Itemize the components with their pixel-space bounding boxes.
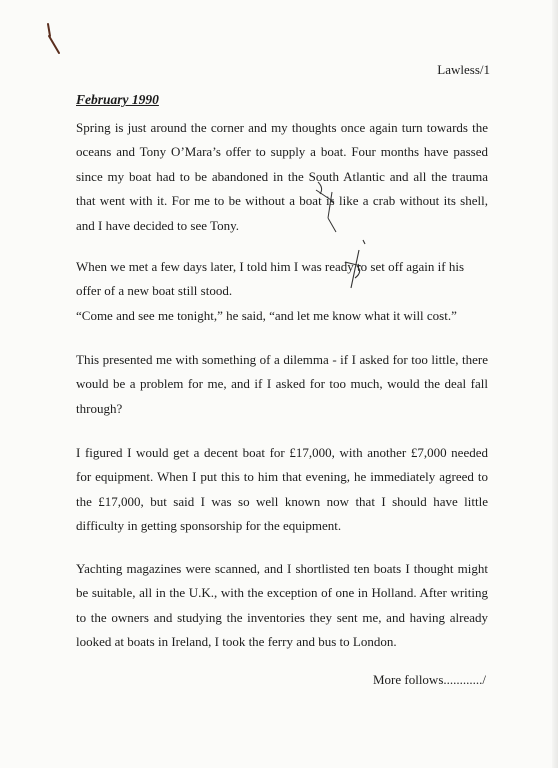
paragraph-4: This presented me with something of a dilemma - if I asked for too little, there would be a problem for me, and if I asked for too much, would the deal fall through?	[76, 352, 488, 416]
proofreading-mark-upper	[310, 178, 346, 238]
paragraph-1: Spring is just around the corner and my thoughts once again turn towards the oceans and Tony O’Mara’s offer to supply a boat. Four months have passed since my boat had to be abandoned in the South Atlantic and all the trauma that went with it. For me to be without a boat is like a crab without its shell, and I have decided to see Tony.	[76, 120, 488, 233]
pen-mark-top-left	[42, 22, 66, 56]
paragraph-6: Yachting magazines were scanned, and I shortlisted ten boats I thought might be suitable, all in the U.K., with the exception of one in Holland. After writing to the owners and studying the inventories they sent me, and having already looked at boats in Ireland, I took the ferry and bus to London.	[76, 561, 488, 650]
paragraph-2: When we met a few days later, I told him I was ready to set off again if his offer of a new boat still stood.	[76, 259, 465, 299]
page-reference: Lawless/1	[437, 62, 490, 77]
proofreading-mark-lower	[335, 236, 371, 300]
more-follows-footer: More follows............/	[372, 672, 486, 687]
paragraph-3: “Come and see me tonight,” he said, “and let me know what it will cost.”	[76, 308, 457, 323]
paragraph-5: I figured I would get a decent boat for £17,000, with another £7,000 needed for equipment. When I put this to him that evening, he immediately agreed to the £17,000, but said I was so well known now that I should have little difficulty in getting sponsorship for the equipment.	[76, 445, 488, 534]
scan-edge	[552, 0, 558, 768]
date-heading: February 1990	[76, 92, 159, 107]
